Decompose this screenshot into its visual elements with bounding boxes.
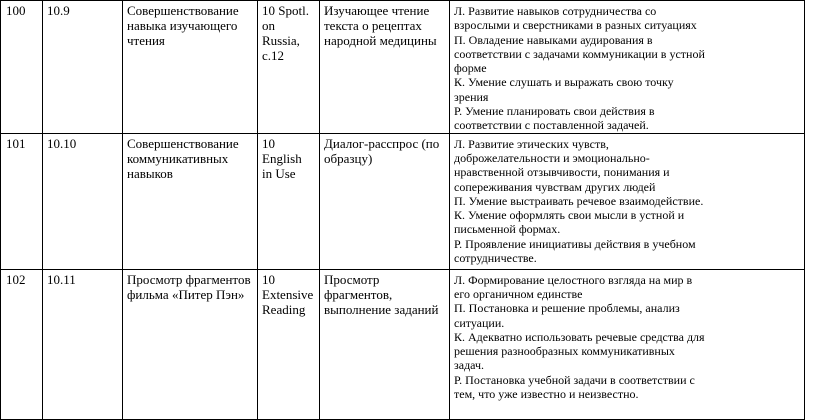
lesson-activity: Диалог-расспрос (по образцу)	[320, 133, 450, 269]
outcome-line: сотрудничестве.	[454, 251, 537, 266]
row-number: 102	[1, 269, 43, 419]
table-row	[1, 269, 805, 419]
outcome-line: К. Умение оформлять свои мысли в устной и	[454, 208, 685, 223]
outcome-line: тем, что уже известно и неизвестно.	[454, 387, 639, 402]
lesson-code: 10.11	[43, 269, 123, 419]
outcome-line: П. Постановка и решение проблемы, анализ	[454, 301, 680, 316]
outcome-line: Л. Развитие этических чувств,	[454, 136, 609, 151]
table-row	[1, 1, 805, 134]
table-row	[1, 133, 805, 269]
lesson-topic: Совершенствование навыка изучающего чтения	[123, 1, 258, 134]
lesson-code: 10.9	[43, 1, 123, 134]
lesson-material: 10 Extensive Reading	[258, 269, 320, 419]
outcome-line: соответствии с поставленной задачей.	[454, 118, 649, 133]
learning-outcomes	[450, 133, 805, 269]
outcome-line: нравственной отзывчивости, понимания и	[454, 165, 670, 180]
lesson-topic: Просмотр фрагментов фильма «Питер Пэн»	[123, 269, 258, 419]
outcome-line: соответствии с задачами коммуникации в устной	[454, 46, 705, 61]
outcome-line: доброжелательности и эмоционально-	[454, 150, 650, 165]
outcome-line: зрения	[454, 89, 489, 104]
outcome-line: форме	[454, 61, 487, 76]
learning-outcomes	[450, 1, 805, 134]
outcome-line: задач.	[454, 358, 485, 373]
outcome-line: Л. Развитие навыков сотрудничества со	[454, 4, 657, 18]
outcome-line: решения разнообразных коммуникативных	[454, 344, 675, 359]
outcome-line: П. Овладение навыками аудирования в	[454, 32, 653, 47]
outcome-line: Р. Умение планировать свои действия в	[454, 104, 655, 119]
outcome-line: К. Умение слушать и выражать свою точку	[454, 75, 674, 90]
outcome-line: письменной формах.	[454, 222, 561, 237]
outcome-line: П. Умение выстраивать речевое взаимодействие.	[454, 193, 704, 208]
lesson-material: 10 English in Use	[258, 133, 320, 269]
outcome-line: Р. Проявление инициативы действия в учебном	[454, 236, 696, 251]
lesson-topic: Совершенствование коммуникативных навыков	[123, 133, 258, 269]
row-number: 100	[1, 1, 43, 134]
lesson-activity: Изучающее чтение текста о рецептах народной медицины	[320, 1, 450, 134]
row-number: 101	[1, 133, 43, 269]
outcome-line: взрослыми и сверстниками в разных ситуациях	[454, 18, 697, 33]
outcome-line: К. Адекватно использовать речевые средства для	[454, 329, 705, 344]
outcome-line: ситуации.	[454, 315, 505, 330]
outcome-line: его органичном единстве	[454, 286, 583, 301]
outcome-line: сопереживания чувствам других людей	[454, 179, 656, 194]
learning-outcomes	[450, 269, 805, 419]
outcome-line: Р. Постановка учебной задачи в соответствии с	[454, 372, 695, 387]
lesson-material: 10 Spotl. on Russia, с.12	[258, 1, 320, 134]
lesson-activity: Просмотр фрагментов, выполнение заданий	[320, 269, 450, 419]
outcome-line: Л. Формирование целостного взгляда на мир в	[454, 272, 693, 287]
lesson-code: 10.10	[43, 133, 123, 269]
